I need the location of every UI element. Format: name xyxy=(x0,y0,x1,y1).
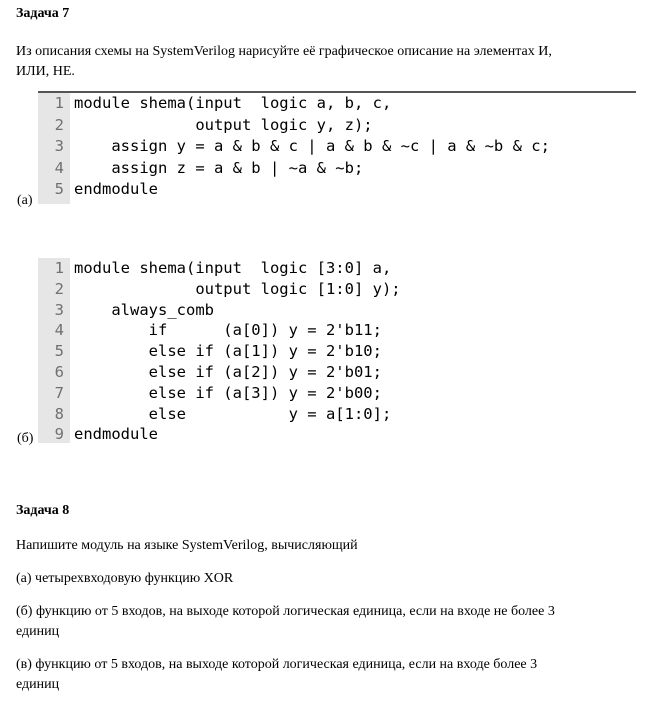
line-number: 5 xyxy=(54,342,64,361)
code-b-label: (б) xyxy=(17,431,34,446)
line-number: 3 xyxy=(54,137,64,155)
code-line: output logic [1:0] y); xyxy=(74,279,401,298)
code-a-label: (а) xyxy=(17,193,33,208)
code-line: endmodule xyxy=(74,425,158,444)
line-number: 5 xyxy=(54,180,64,198)
line-number: 3 xyxy=(54,300,64,319)
code-listing-b xyxy=(38,258,638,443)
task8-item-a: (а) четырехвходовую функцию XOR xyxy=(16,571,234,586)
task8-item-c-line2: единиц xyxy=(16,677,60,692)
line-number: 4 xyxy=(54,158,64,177)
task8-item-c-line1: (в) функцию от 5 входов, на выходе которой логическая единица, если на входе более 3 xyxy=(16,657,538,672)
line-number: 2 xyxy=(54,115,64,134)
code-line: assign y = a & b & c | a & b & ~c | a & ~b & c; xyxy=(74,137,550,155)
task8-title: Задача 8 xyxy=(16,503,70,518)
code-line: else if (a[1]) y = 2'b10; xyxy=(74,342,382,361)
line-number: 7 xyxy=(54,383,64,402)
line-number: 2 xyxy=(54,279,64,298)
task7-text-line2: ИЛИ, НЕ. xyxy=(16,64,75,79)
code-line: if (a[0]) y = 2'b11; xyxy=(74,321,382,340)
code-line: endmodule xyxy=(74,180,158,198)
task7-title: Задача 7 xyxy=(16,6,70,21)
code-line: always_comb xyxy=(74,300,214,319)
task8-item-b-line1: (б) функцию от 5 входов, на выходе которой логическая единица, если на входе не более 3 xyxy=(16,604,555,619)
code-line: else if (a[2]) y = 2'b01; xyxy=(74,363,382,381)
code-line: assign z = a & b | ~a & ~b; xyxy=(74,158,364,177)
line-number: 1 xyxy=(54,259,64,277)
code-line: module shema(input logic [3:0] a, xyxy=(74,259,392,277)
code-listing-a xyxy=(38,93,638,204)
code-line: else if (a[3]) y = 2'b00; xyxy=(74,383,382,402)
line-number: 4 xyxy=(54,321,64,340)
code-line: else y = a[1:0]; xyxy=(74,404,392,423)
code-line: module shema(input logic a, b, c, xyxy=(74,94,392,112)
line-number: 6 xyxy=(54,363,64,381)
code-line: output logic y, z); xyxy=(74,115,373,134)
task7-text-line1: Из описания схемы на SystemVerilog нарисуйте её графическое описание на элементах И, xyxy=(16,44,552,59)
task8-item-b-line2: единиц xyxy=(16,624,60,639)
task8-intro: Напишите модуль на языке SystemVerilog, вычисляющий xyxy=(16,538,358,553)
line-number: 9 xyxy=(54,425,64,444)
line-number: 1 xyxy=(54,94,64,112)
line-number: 8 xyxy=(54,404,64,423)
